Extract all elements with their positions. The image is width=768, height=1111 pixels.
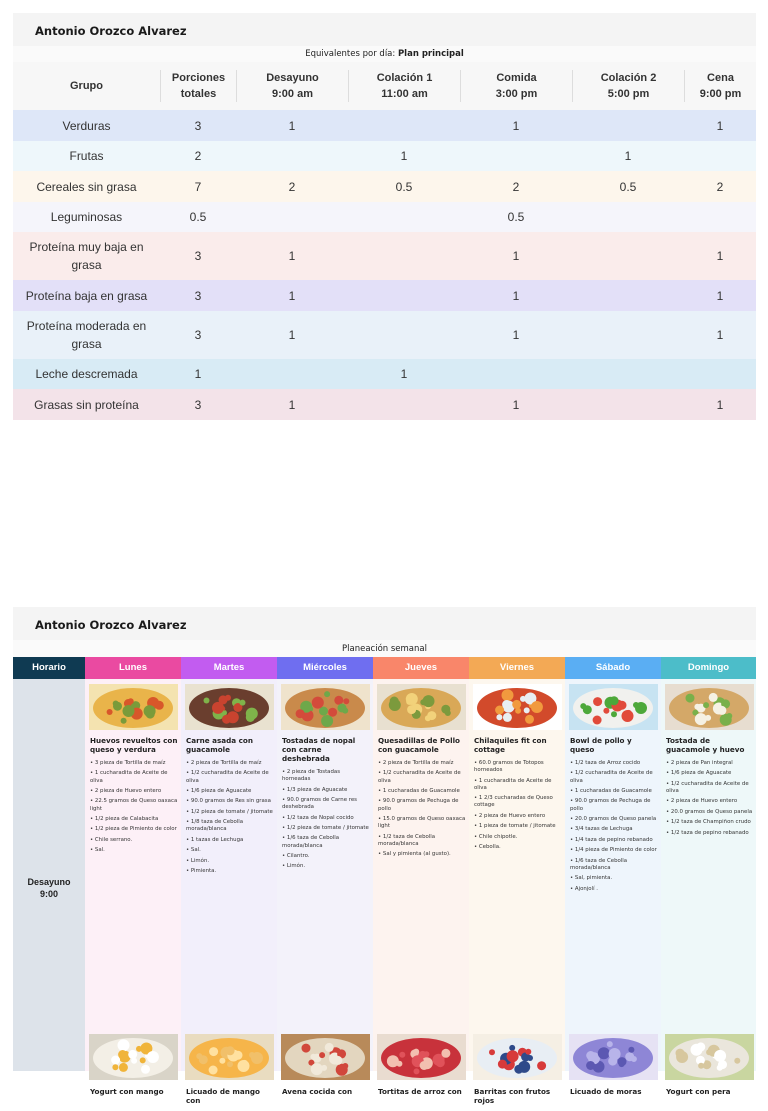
snack-title: Barritas con frutos rojos <box>474 1087 551 1105</box>
header-line-1: Colación 2 <box>600 72 657 84</box>
portion-cell: 1 <box>512 288 520 303</box>
portion-cell: 1 <box>512 397 520 412</box>
ingredient-item: • 1 cucharadas de Guacamole <box>378 788 466 795</box>
portion-cell: 3 <box>194 328 202 342</box>
equivalents-subtitle <box>13 46 756 62</box>
table-row <box>13 359 756 389</box>
snack-title: Yogurt con pera <box>666 1087 731 1096</box>
portion-cell: 0.5 <box>619 179 637 194</box>
portion-cell: 3 <box>194 118 202 133</box>
day-header: Lunes <box>85 657 181 679</box>
header-line-1: Porciones <box>171 72 226 84</box>
ingredient-item: • 90.0 gramos de Pechuga de pollo <box>378 798 466 812</box>
weekly-plan-card <box>13 607 756 1105</box>
portion-cell: 1 <box>512 249 520 263</box>
snack-title: Licuado de mango con <box>186 1087 260 1105</box>
portion-cell <box>348 202 460 232</box>
portion-cell <box>684 141 756 171</box>
ingredient-item: • Limón. <box>282 863 370 870</box>
ingredient-item: • 1/2 pieza de Pimiento de color <box>90 826 178 833</box>
dish-title: Huevos revueltos con queso y verdura <box>90 736 178 754</box>
ingredient-item: • Chile chipotle. <box>474 834 562 841</box>
table-row <box>13 171 756 202</box>
dish-title: Tostada de guacamole y huevo <box>666 736 745 754</box>
ingredient-item: • 2 pieza de Pan integral <box>666 760 753 767</box>
ingredient-item: • 1/2 pieza de tomate / jitomate <box>282 825 370 832</box>
hour-column <box>13 679 85 1071</box>
table-row <box>13 389 756 420</box>
ingredient-list <box>88 760 178 854</box>
portion-cell: 1 <box>512 328 520 342</box>
group-name: Proteína moderada en grasa <box>26 319 147 351</box>
group-name: Leguminosas <box>50 210 123 224</box>
table-row <box>13 311 756 359</box>
equivalents-table <box>13 62 756 420</box>
snack-entry <box>568 1034 658 1102</box>
portion-cell: 0.5 <box>507 210 525 224</box>
header-line-2: 9:00 am <box>272 88 313 100</box>
portion-cell <box>236 202 348 232</box>
equivalents-card <box>13 13 756 420</box>
portion-cell <box>572 359 684 389</box>
portion-cell: 1 <box>716 118 724 133</box>
portion-cell: 1 <box>288 397 296 412</box>
ingredient-item: • 22.5 gramos de Queso oaxaca light <box>90 798 178 812</box>
portion-cell: 1 <box>194 367 202 381</box>
portion-cell: 1 <box>716 249 724 263</box>
portion-cell <box>684 202 756 232</box>
ingredient-item: • 1 2/3 cucharadas de Queso cottage <box>474 795 562 809</box>
column-header <box>160 62 236 110</box>
portion-cell: 7 <box>194 179 202 194</box>
ingredient-item: • 1 cucharadita de Aceite de oliva <box>474 778 562 792</box>
ingredient-item: • 1/2 cucharadita de Aceite de oliva <box>570 770 658 784</box>
ingredient-item: • 1 cucharadas de Guacamole <box>570 788 658 795</box>
header-line-2: 5:00 pm <box>607 88 650 100</box>
portion-cell <box>572 311 684 359</box>
snack-image <box>473 1034 562 1080</box>
table-row <box>13 280 756 311</box>
portion-cell: 1 <box>288 328 296 342</box>
day-header: Viernes <box>469 657 565 679</box>
day-column <box>661 679 756 1096</box>
ingredient-item: • 1/4 taza de pepino rebanado <box>570 837 658 844</box>
header-line-2: 3:00 pm <box>495 88 538 100</box>
ingredient-item: • 1/6 pieza de Aguacate <box>666 770 753 777</box>
group-name: Grasas sin proteína <box>34 397 139 412</box>
ingredient-item: • 90.0 gramos de Res sin grasa <box>186 798 274 805</box>
portion-cell <box>572 389 684 420</box>
ingredient-item: • 1/4 pieza de Pimiento de color <box>570 847 658 854</box>
ingredient-item: • 1/6 taza de Cebolla morada/blanca <box>570 858 658 872</box>
ingredient-item: • 1/3 pieza de Aguacate <box>282 787 370 794</box>
snack-entry <box>472 1034 562 1111</box>
header-line-1: Comida <box>496 72 537 84</box>
dish-image <box>377 684 466 730</box>
snack-image <box>281 1034 370 1080</box>
ingredient-item: • 3 pieza de Tortilla de maíz <box>90 760 178 767</box>
group-name: Proteína baja en grasa <box>25 288 148 303</box>
column-header <box>13 62 160 110</box>
portion-cell: 1 <box>512 118 520 133</box>
ingredient-item: • 1/2 pieza de tomate / jitomate <box>186 809 274 816</box>
ingredient-item: • 3/4 tazas de Lechuga <box>570 826 658 833</box>
group-name: Cereales sin grasa <box>36 179 137 194</box>
portion-cell <box>348 280 460 311</box>
dish-title: Carne asada con guacamole <box>186 736 253 754</box>
ingredient-item: • 1 pieza de tomate / jitomate <box>474 823 562 830</box>
day-column <box>373 679 469 1096</box>
plan-name: Plan principal <box>397 49 464 59</box>
portion-cell: 0.5 <box>189 210 207 224</box>
snack-title: Tortitas de arroz con <box>378 1087 462 1096</box>
dish-image <box>473 684 562 730</box>
header-line-1: Desayuno <box>266 72 319 84</box>
weekly-body <box>13 679 756 1105</box>
dish-image <box>569 684 658 730</box>
snack-image <box>185 1034 274 1080</box>
ingredient-item: • 1/2 taza de Cebolla morada/blanca <box>378 834 466 848</box>
ingredient-item: • 1/2 cucharadita de Aceite de oliva <box>186 770 274 784</box>
portion-cell: 1 <box>716 397 724 412</box>
ingredient-item: • 1/2 taza de Champiñon crudo <box>666 819 753 826</box>
snack-entry <box>280 1034 370 1102</box>
portion-cell: 2 <box>288 179 296 194</box>
hour-column-header: Horario <box>13 657 85 679</box>
ingredient-item: • 1/2 cucharadita de Aceite de oliva <box>666 781 753 795</box>
dish-title: Tostadas de nopal con carne deshebrada <box>282 736 356 763</box>
ingredient-item: • 20.0 gramos de Queso panela <box>666 809 753 816</box>
day-column <box>85 679 181 1096</box>
portion-cell: 2 <box>194 149 202 163</box>
ingredient-list <box>664 760 753 837</box>
portion-cell: 1 <box>288 118 296 133</box>
ingredient-item: • Pimienta. <box>186 868 274 875</box>
portion-cell <box>348 232 460 280</box>
ingredient-item: • 1 cucharadita de Aceite de oliva <box>90 770 178 784</box>
snack-title: Yogurt con mango <box>90 1087 164 1096</box>
ingredient-item: • Sal. <box>90 847 178 854</box>
group-name: Proteína muy baja en grasa <box>29 240 144 272</box>
weekly-subtitle: Planeación semanal <box>13 640 756 657</box>
header-line-1: Colación 1 <box>376 72 433 84</box>
snack-image <box>665 1034 754 1080</box>
ingredient-item: • Chile serrano. <box>90 837 178 844</box>
meal-name: Desayuno <box>27 877 71 887</box>
ingredient-item: • 90.0 gramos de Pechuga de pollo <box>570 798 658 812</box>
ingredient-item: • 1/2 taza de Arroz cocido <box>570 760 658 767</box>
group-name: Leche descremada <box>35 367 138 381</box>
ingredient-list <box>568 760 658 893</box>
portion-cell: 1 <box>288 249 296 263</box>
column-header <box>348 62 460 110</box>
ingredient-item: • Cilantro. <box>282 853 370 860</box>
ingredient-item: • Sal. <box>186 847 274 854</box>
portion-cell <box>348 389 460 420</box>
dish-image <box>89 684 178 730</box>
table-row <box>13 202 756 232</box>
portion-cell: 1 <box>400 367 408 381</box>
ingredient-item: • 1/6 pieza de Aguacate <box>186 788 274 795</box>
ingredient-item: • 20.0 gramos de Queso panela <box>570 816 658 823</box>
day-column <box>565 679 661 1096</box>
portion-cell: 1 <box>716 328 724 342</box>
portion-cell: 3 <box>194 397 202 412</box>
day-header: Martes <box>181 657 277 679</box>
snack-entry <box>376 1034 466 1102</box>
day-header: Miércoles <box>277 657 373 679</box>
meal-time: 9:00 <box>39 889 58 899</box>
portion-cell <box>460 141 572 171</box>
day-column <box>181 679 277 1105</box>
snack-entry <box>88 1034 178 1102</box>
dish-image <box>185 684 274 730</box>
ingredient-item: • 2 pieza de Huevo entero <box>90 788 178 795</box>
snack-image <box>377 1034 466 1080</box>
ingredient-item: • 1/8 taza de Cebolla morada/blanca <box>186 819 274 833</box>
column-header <box>236 62 348 110</box>
snack-entry <box>184 1034 274 1111</box>
ingredient-item: • 2 pieza de Huevo entero <box>474 813 562 820</box>
ingredient-item: • Cebolla. <box>474 844 562 851</box>
snack-title: Licuado de moras <box>570 1087 642 1096</box>
portion-cell: 2 <box>512 179 520 194</box>
ingredient-item: • Ajonjolí . <box>570 886 658 893</box>
ingredient-item: • 60.0 gramos de Totopos horneados <box>474 760 562 774</box>
column-header <box>684 62 756 110</box>
snack-entry <box>664 1034 754 1102</box>
ingredient-item: • 1 tazas de Lechuga <box>186 837 274 844</box>
portion-cell <box>572 232 684 280</box>
header-line-1: Grupo <box>70 80 103 92</box>
ingredient-item: • 2 pieza de Tortilla de maíz <box>378 760 466 767</box>
portion-cell <box>572 280 684 311</box>
portion-cell: 3 <box>194 249 202 263</box>
header-line-1: Cena <box>707 72 734 84</box>
portion-cell: 0.5 <box>395 179 413 194</box>
day-column <box>469 679 565 1105</box>
subtitle-prefix: Equivalentes por día: <box>305 49 396 59</box>
group-name: Frutas <box>69 149 104 163</box>
ingredient-item: • 1/2 cucharadita de Aceite de oliva <box>378 770 466 784</box>
ingredient-item: • 2 pieza de Tortilla de maíz <box>186 760 274 767</box>
portion-cell: 2 <box>716 179 724 194</box>
portion-cell <box>684 359 756 389</box>
portion-cell <box>236 359 348 389</box>
ingredient-item: • Sal y pimienta (al gusto). <box>378 851 466 858</box>
ingredient-item: • 90.0 gramos de Carne res deshebrada <box>282 797 370 811</box>
header-line-2: 11:00 am <box>381 88 428 100</box>
portion-cell <box>572 110 684 141</box>
ingredient-item: • 1/2 taza de Nopal cocido <box>282 815 370 822</box>
portion-cell <box>236 141 348 171</box>
portion-cell <box>348 311 460 359</box>
dish-image <box>281 684 370 730</box>
portion-cell: 3 <box>194 288 202 303</box>
ingredient-item: • 2 pieza de Tostadas horneadas <box>282 769 370 783</box>
snack-title: Avena cocida con <box>282 1087 353 1096</box>
table-header-row <box>13 62 756 110</box>
table-row <box>13 110 756 141</box>
snack-image <box>569 1034 658 1080</box>
ingredient-item: • 15.0 gramos de Queso oaxaca light <box>378 816 466 830</box>
ingredient-item: • 2 pieza de Huevo entero <box>666 798 753 805</box>
dish-title: Chilaquiles fit con cottage <box>474 736 547 754</box>
table-row <box>13 232 756 280</box>
ingredient-item: • Sal, pimienta. <box>570 875 658 882</box>
weekly-header-row <box>13 657 756 679</box>
patient-name: Antonio Orozco Alvarez <box>35 24 187 38</box>
portion-cell: 1 <box>716 288 724 303</box>
ingredient-list <box>280 769 370 871</box>
header-line-2: totales <box>180 88 217 100</box>
portion-cell: 1 <box>400 149 408 163</box>
header-line-2: 9:00 pm <box>699 88 742 100</box>
portion-cell: 1 <box>624 149 632 163</box>
snack-image <box>89 1034 178 1080</box>
patient-name-weekly: Antonio Orozco Alvarez <box>35 618 187 632</box>
ingredient-item: • 1/6 taza de Cebolla morada/blanca <box>282 835 370 849</box>
ingredient-list <box>472 760 562 851</box>
column-header <box>572 62 684 110</box>
ingredient-item: • 1/2 taza de pepino rebanado <box>666 830 753 837</box>
day-header: Domingo <box>661 657 756 679</box>
dish-title: Bowl de pollo y queso <box>570 736 632 754</box>
breakfast-time-label <box>13 876 85 900</box>
ingredient-item: • 1/2 pieza de Calabacita <box>90 816 178 823</box>
portion-cell <box>348 110 460 141</box>
dish-title: Quesadillas de Pollo con guacamole <box>378 736 460 754</box>
day-column <box>277 679 373 1096</box>
day-header: Jueves <box>373 657 469 679</box>
portion-cell <box>572 202 684 232</box>
portion-cell <box>460 359 572 389</box>
group-name: Verduras <box>62 118 111 133</box>
column-header <box>460 62 572 110</box>
ingredient-item: • Limón. <box>186 858 274 865</box>
portion-cell: 1 <box>288 288 296 303</box>
dish-image <box>665 684 754 730</box>
ingredient-list <box>184 760 274 875</box>
ingredient-list <box>376 760 466 858</box>
day-header: Sábado <box>565 657 661 679</box>
table-row <box>13 141 756 171</box>
